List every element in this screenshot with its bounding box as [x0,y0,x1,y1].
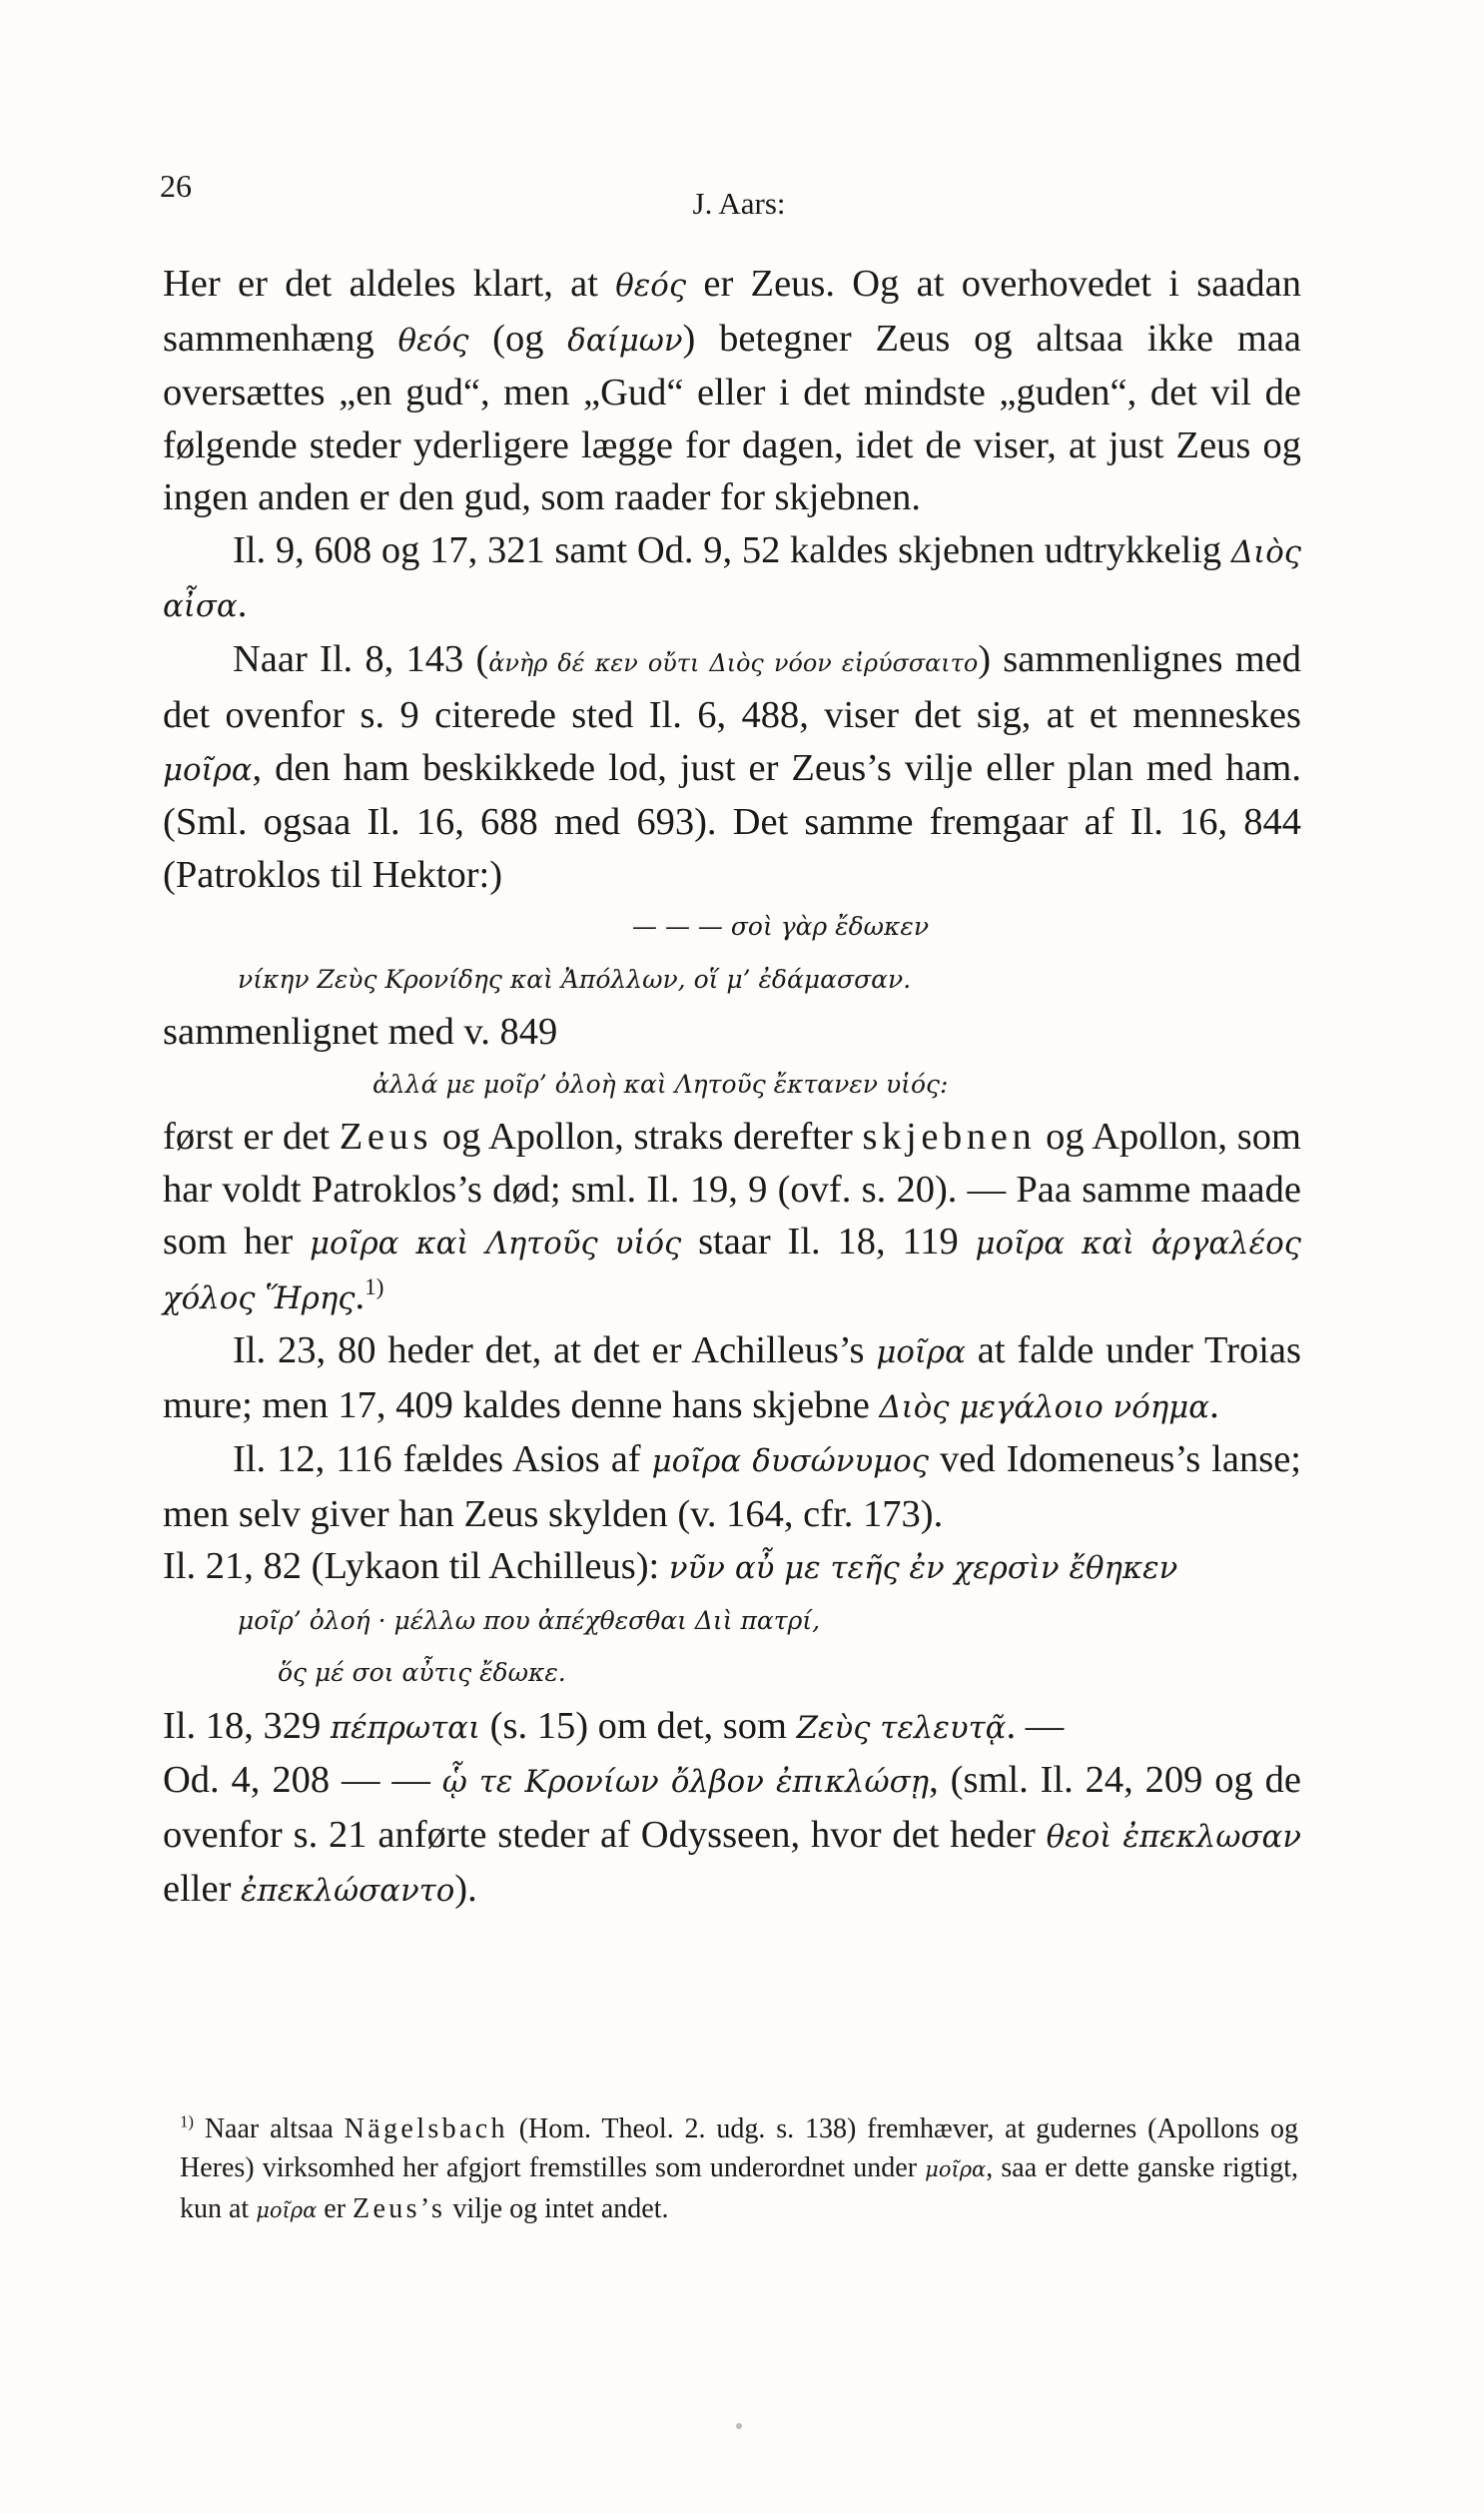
text-run: (og [468,317,568,360]
text-run: ). [454,1868,477,1910]
text-run: Naar Il. 8, 143 ( [233,637,489,680]
greek-term: ἐπεκλώσαντο [241,1873,455,1909]
text-run: Il. 18, 329 [163,1704,331,1747]
text-run: ved Idomeneus’s lanse; men selv giver han Zeus skylden (v. 164, cfr. 173). [163,1438,1301,1535]
greek-term: μοῖρα [925,2157,987,2181]
paragraph [163,1111,1301,1324]
text-run: , saa er dette ganske rigtigt, kun at [180,2152,1298,2224]
greek-term: νῦν αὖ με τεῆς ἐν χερσὶν ἔθηκεν [668,1550,1178,1586]
paragraph [163,524,1301,633]
text-run: . — [1006,1704,1065,1747]
page-number: 26 [160,168,192,204]
spaced-emphasis: Zeus’s [353,2193,446,2224]
text-run: Od. 4, 208 — — [163,1759,442,1801]
text-run: (s. 15) om det, som [480,1704,797,1747]
text-run: Il. 23, 80 heder det, at det er Achilleus’s [233,1329,877,1371]
text-run: Naar altsaa [193,2113,345,2144]
text-run: Il. 9, 608 og 17, 321 samt Od. 9, 52 kaldes skjebnen udtrykkelig [233,528,1231,571]
greek-term: Διὸς μεγάλοιο νόημα [879,1388,1210,1425]
text-run: ) betegner Zeus og altsaa ikke maa oversættes „en gud“, men „Gud“ eller i det mindste „guden“, det vil de følgende steder yderligere lægge for dagen, idet de viser, at just Zeus og ingen anden er den gud, som raader for skjebnen. [163,317,1301,518]
footnote-marker: 1) [180,2111,194,2131]
greek-term: θεοὶ ἐπεκλωσαν [1046,1818,1301,1855]
text-run: Il. 12, 116 fældes Asios af [233,1438,652,1480]
text-run: Her er det aldeles klart, at [163,263,616,305]
text-run: og Apollon, som har voldt Patroklos’s død; sml. Il. 19, 9 (ovf. s. 20). — Paa samme maade som her [163,1116,1301,1262]
paper-speck [736,2423,742,2429]
greek-term: μοῖρα [163,751,253,788]
paragraph [163,1540,1301,1595]
text-run: er [317,2193,354,2224]
footnote-marker: 1) [365,1272,384,1299]
text-run: først er det [163,1116,340,1158]
paragraph [163,633,1301,902]
spaced-emphasis: skjebnen [862,1116,1037,1158]
greek-quote-line: μοῖρ’ ὀλοή · μέλλω που ἀπέχθεσθαι Διὶ πατρί, [238,1605,821,1635]
greek-quote-line: — — — σοὶ γὰρ ἔδωκεν [632,912,930,941]
greek-term: Διὸς αἶσα [163,533,1301,624]
text-run: (Hom. Theol. 2. udg. s. 138) fremhæver, at gudernes (Apollons og Heres) virksomhed her afgjort fremstilles som underordnet under [180,2113,1299,2183]
spaced-emphasis: Nägelsbach [344,2113,508,2144]
greek-term: δαίμων [567,322,683,359]
paragraph [163,1433,1301,1540]
greek-quote-line: νίκην Ζεὺς Κρονίδης καὶ Ἀπόλλων, οἵ μ’ ἐδάμασσαν. [238,964,912,994]
greek-term: Ζεὺς τελευτᾷ [796,1709,1007,1746]
text-run: vilje og intet andet. [445,2193,669,2224]
greek-term: μοῖρα [256,2198,318,2222]
text-run: sammenlignet med v. 849 [163,1011,558,1053]
main-text [163,258,1301,1918]
greek-term: ᾧ τε Κρονίων ὄλβον ἐπικλώσῃ [441,1764,930,1800]
greek-term: θεός [397,322,469,359]
text-run: , den ham beskikkede lod, just er Zeus’s vilje eller plan med ham. (Sml. ogsaa Il. 16, 688 med 693). Det samme fremgaar af Il. 16, 844 (Patroklos til Hektor:) [163,746,1301,896]
text-run: Il. 21, 82 (Lykaon til Achilleus): [163,1545,669,1587]
spaced-emphasis: Zeus [339,1116,433,1158]
paragraph [163,258,1301,524]
footnotes [180,2109,1298,2230]
paragraph [163,1754,1301,1918]
text-run: , (sml. Il. 24, 209 og de ovenfor s. 21 anførte steder af Odysseen, hvor det heder [163,1759,1301,1856]
greek-term: μοῖρα δυσώνυμος [651,1443,929,1479]
footnote [180,2109,1298,2230]
greek-term: θεός [615,268,687,304]
greek-term: μοῖρα [876,1334,966,1370]
text-run: at falde under Troias mure; men 17, 409 kaldes denne hans skjebne [163,1329,1301,1426]
greek-term: πέπρωται [330,1709,481,1746]
greek-quote-line: ἀλλά με μοῖρ’ ὀλοὴ καὶ Λητοῦς ἔκτανεν υἱός: [372,1069,949,1099]
paragraph [163,1006,1301,1059]
text-run: er Zeus. Og at overhovedet i saadan sammenhæng [163,263,1301,360]
greek-term: μοῖρα καὶ ἀργαλέος χόλος Ἥρης [163,1226,1301,1316]
text-run: og Apollon, straks derefter [432,1116,863,1158]
text-run: . [355,1274,366,1317]
paragraph [163,1324,1301,1433]
text-run: . [1209,1383,1219,1426]
text-run: . [237,583,248,625]
page-header [160,168,1318,221]
text-run: eller [163,1868,242,1910]
greek-quote-line: ὅς μέ σοι αὖτις ἔδωκε. [278,1658,566,1687]
running-head: J. Aars: [692,186,786,221]
greek-citation: ἀνὴρ δέ κεν οὔτι Διὸς νόον εἰρύσσαιτο [488,648,979,677]
greek-term: μοῖρα καὶ Λητοῦς υἱός [309,1226,682,1261]
text-run: ) sammenlignes med det ovenfor s. 9 citerede sted Il. 6, 488, viser det sig, at et menneskes [163,637,1301,736]
text-run: staar Il. 18, 119 [681,1221,976,1262]
paragraph [163,1700,1301,1755]
